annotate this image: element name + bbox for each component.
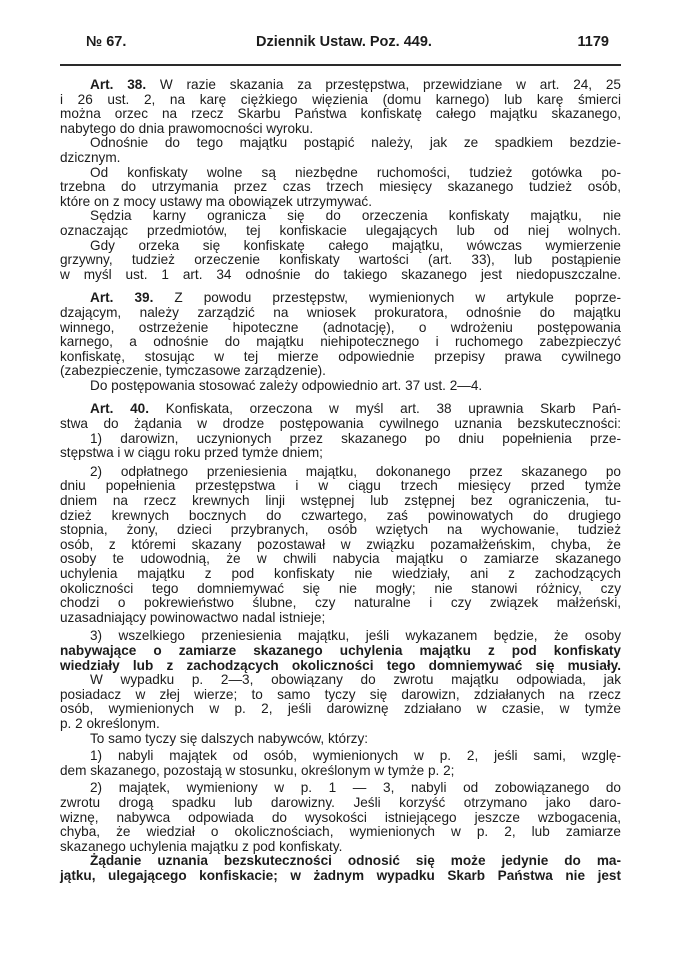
paragraph-line: wiznę, nabywca odpowiada do wysokości istniejącego jeszcze wzbogacenia, xyxy=(60,809,621,825)
paragraph-line: Art. 40. Konfiskata, orzeczona w myśl art. 38 uprawnia Skarb Pań- xyxy=(90,401,622,417)
paragraph-line: okoliczności tego domniemywać się nie mogły; nie stanowi różnicy, czy xyxy=(60,580,621,596)
paragraph-line: dniem na rzecz krewnych linji wstępnej lub zstępnej bez ograniczenia, tu- xyxy=(60,493,621,509)
article-label: Art. 40. xyxy=(90,401,149,417)
page-header xyxy=(84,34,609,56)
paragraph-line: uchylenia majątku z pod konfiskaty nie wiedziały, ani z zachodzących xyxy=(60,566,621,581)
page-number: 1179 xyxy=(577,34,609,50)
paragraph-line: oznaczając przedmiotów, tej konfiskacie ulegających lub od niej wolnych. xyxy=(60,222,621,238)
paragraph-line: dem skazanego, pozostają w stosunku, określonym w tymże p. 2; xyxy=(60,762,455,778)
paragraph-line: 1) nabyli majątek od osób, wymienionych w p. 2, jeśli sami, wzglę- xyxy=(90,748,621,764)
paragraph-line: skazanego uchylenia majątku z pod konfiskaty. xyxy=(60,838,343,854)
article-40 xyxy=(60,402,621,883)
paragraph-line: jątku, ulegającego konfiskacie; w żadnym wypadku Skarb Państwa nie jest xyxy=(60,867,621,883)
paragraph-line: (zabezpieczenie, tymczasowe zarządzenie). xyxy=(60,363,326,379)
paragraph-line: 2) odpłatnego przeniesienia majątku, dokonanego przez skazanego po xyxy=(90,463,621,479)
paragraph-line: 3) wszelkiego przeniesienia majątku, jeśli wykazanem będzie, że osoby xyxy=(90,628,621,644)
paragraph-line: osób, wymienionych w p. 2, jeśli darowiznę zdziałano w czasie, w tymże xyxy=(60,701,621,717)
paragraph-line: można orzec na rzecz Skarbu Państwa konfiskatę całego majątku skazanego, xyxy=(60,106,621,122)
paragraph-line: Sędzia karny ogranicza się do orzeczenia konfiskaty majątku, nie xyxy=(90,208,621,224)
paragraph-line: osób, z któremi skazany pozostawał w związku pozamałżeńskim, chyba, że xyxy=(60,536,621,552)
paragraph-line: Odnośnie do tego majątku postąpić należy, jak ze spadkiem bezdzie- xyxy=(90,135,621,151)
article-label: Art. 39. xyxy=(90,290,154,306)
paragraph-line: posiadacz w złej wierze; to samo tyczy się darowizn, zdziałanych na rzecz xyxy=(60,686,621,702)
paragraph-line: wiedziały lub z zachodzących okoliczności tego domniemywać się musiały. xyxy=(60,657,621,673)
paragraph-line: w myśl ust. 1 art. 34 odnośnie do takiego skazanego jest niedopuszczalne. xyxy=(60,266,621,282)
article-38 xyxy=(60,78,621,282)
header-rule xyxy=(60,64,621,66)
paragraph-line: chyba, że wiedział o okolicznościach, wymienionych w p. 2, lub zamiarze xyxy=(60,824,621,840)
paragraph-line: Żądanie uznania bezskuteczności odnosić się może jedynie do ma- xyxy=(90,853,621,869)
paragraph-line: stępstwa i w ciągu roku przed tymże dniem; xyxy=(60,445,323,461)
paragraph-line: nabytego do dnia prawomocności wyroku. xyxy=(60,120,314,136)
paragraph-line: winnego, ostrzeżenie hipoteczne (adnotację), o wdrożeniu postępowania xyxy=(60,319,621,335)
paragraph-line: Do postępowania stosować zależy odpowiednio art. 37 ust. 2—4. xyxy=(90,377,483,393)
paragraph-line: grzywny, tudzież orzeczenie konfiskaty wartości (art. 33), lub postąpienie xyxy=(60,252,621,268)
paragraph-line: 2) majątek, wymieniony w p. 1 — 3, nabyli od zobowiązanego do xyxy=(90,780,621,796)
paragraph-line: dniu popełnienia przestępstwa i w ciągu trzech miesięcy przed tymże xyxy=(60,478,621,494)
paragraph-line: karnego, a odnośnie do majątku niehipotecznego i ruchomego zabezpieczyć xyxy=(60,334,621,350)
document-body xyxy=(60,78,621,883)
paragraph-line: Art. 39. Z powodu przestępstw, wymienionych w artykule poprze- xyxy=(90,290,621,306)
issue-number: № 67. xyxy=(86,34,127,50)
paragraph-line: Gdy orzeka się konfiskatę całego majątku, wówczas wymierzenie xyxy=(90,237,621,253)
paragraph-line: stopnia, żony, dzieci przybranych, osób wziętych na wychowanie, tudzież xyxy=(60,522,621,538)
paragraph-line: Od konfiskaty wolne są niezbędne ruchomości, tudzież gotówka po- xyxy=(90,164,621,180)
paragraph-line: To samo tyczy się dalszych nabywców, którzy: xyxy=(90,730,369,746)
article-39 xyxy=(60,291,621,393)
paragraph-line: które on z mocy ustawy ma obowiązek utrzymywać. xyxy=(60,193,373,209)
paragraph-line: stwa do żądania w drodze postępowania cywilnego uznania bezskuteczności: xyxy=(60,416,621,432)
paragraph-line: trzebna do utrzymania przez czas trzech miesięcy skazanego tudzież osób, xyxy=(60,179,621,195)
paragraph-line: chodzi o pokrewieństwo ślubne, czy naturalne i czy związek małżeński, xyxy=(60,595,621,611)
paragraph-line: uzasadniający powinowactwo nadal istnieje; xyxy=(60,609,326,625)
paragraph-line: osoby te udowodnią, że w chwili nabycia majątku o zamiarze skazanego xyxy=(60,551,621,567)
paragraph-line: nabywające o zamiarze skazanego uchylenia majątku z pod konfiskaty xyxy=(60,642,621,658)
article-label: Art. 38. xyxy=(90,77,147,92)
paragraph-line: i 26 ust. 2, na karę ciężkiego więzienia (domu karnego) lub karę śmierci xyxy=(60,91,621,107)
journal-title: Dziennik Ustaw. Poz. 449. xyxy=(256,34,432,50)
paragraph-line: Art. 38. W razie skazania za przestępstwa, przewidziane w art. 24, 25 xyxy=(90,77,621,92)
paragraph-line: zwrotu drogą spadku lub darowizny. Jeśli korzyść otrzymano jako daro- xyxy=(60,794,621,810)
paragraph-line: 1) darowizn, uczynionych przez skazanego po dniu popełnienia prze- xyxy=(90,430,621,446)
paragraph-line: dzież krewnych bocznych do czwartego, zaś powinowatych do drugiego xyxy=(60,507,621,523)
paragraph-line: konfiskatę, stosując w tej mierze odpowiednie przepisy prawa cywilnego xyxy=(60,348,621,364)
paragraph-line: W wypadku p. 2—3, obowiązany do zwrotu majątku odpowiada, jak xyxy=(90,672,621,688)
paragraph-line: dzicznym. xyxy=(60,149,121,165)
paragraph-line: dzającym, należy zarządzić na wniosek prokuratora, odnośnie do majątku xyxy=(60,304,621,320)
paragraph-line: p. 2 określonym. xyxy=(60,715,160,731)
